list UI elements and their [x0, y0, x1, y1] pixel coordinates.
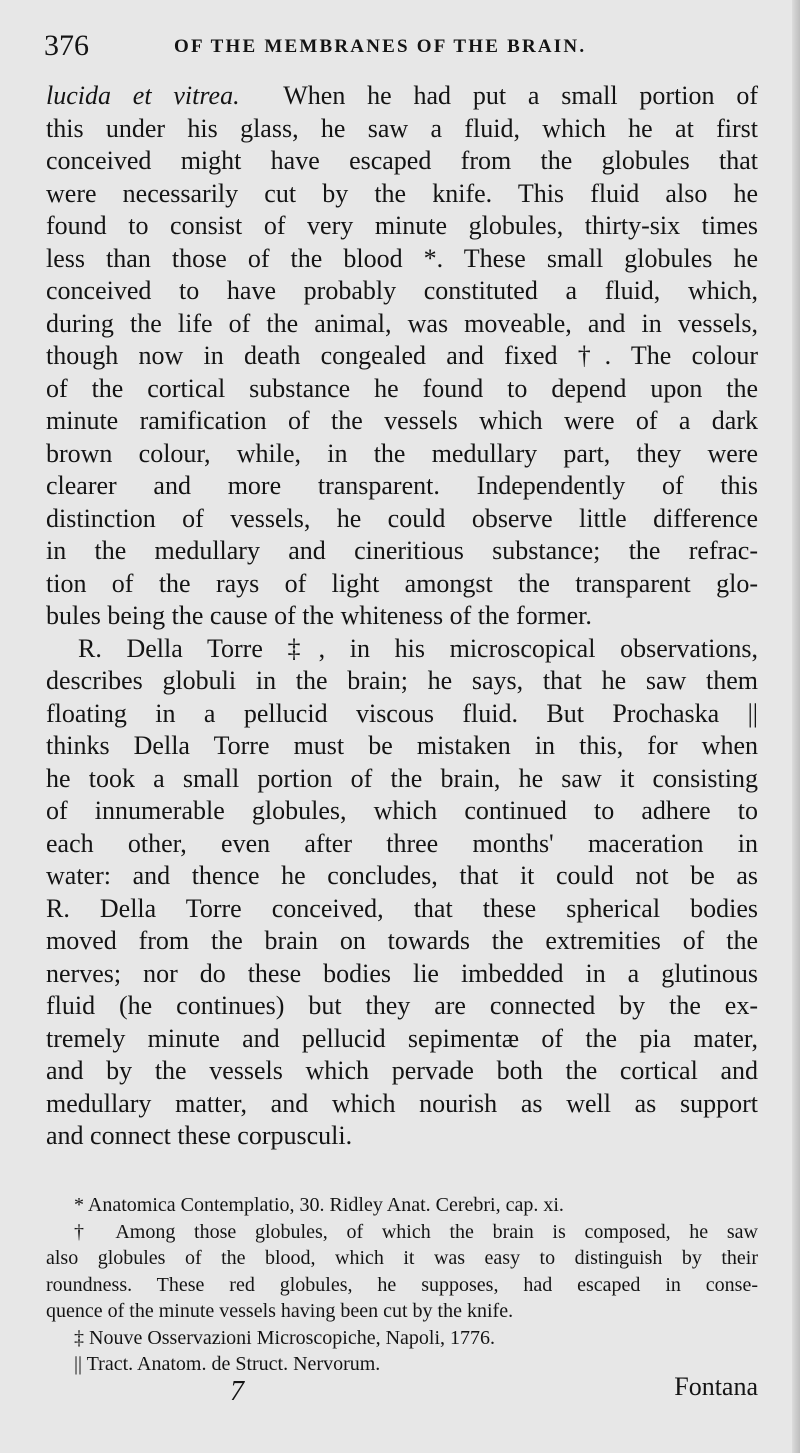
body-line: describes globuli in the brain; he says, that he saw them [46, 666, 758, 695]
footnote-line: quence of the minute vessels having been cut by the knife. [46, 1300, 514, 1322]
body-line: each other, even after three months' maceration in [46, 828, 758, 858]
running-head: OF THE MEMBRANES OF THE BRAIN. [174, 36, 587, 57]
body-line: conceived to have probably constituted a fluid, which, [46, 276, 758, 305]
body-line: this under his glass, he saw a fluid, which he at first [46, 113, 758, 143]
body-line: water: and thence he concludes, that it could not be as [46, 861, 758, 890]
body-line: conceived might have escaped from the globules that [46, 146, 758, 175]
footnote-line: ‡ Nouve Osservazioni Microscopiche, Napoli, 1776. [74, 1326, 496, 1349]
body-line: bules being the cause of the whiteness of the former. [46, 601, 592, 630]
body-line: during the life of the animal, was moveable, and in vessels, [46, 308, 758, 338]
body-line: found to consist of very minute globules, thirty-six times [46, 211, 758, 240]
body-line: distinction of vessels, he could observe little difference [46, 503, 758, 533]
body-line: nerves; nor do these bodies lie imbedded in a glutinous [46, 958, 758, 988]
body-line: were necessarily cut by the knife. This fluid also he [46, 178, 758, 208]
footnote-line: † Among those globules, of which the brain is composed, he saw [74, 1220, 758, 1243]
body-line: though now in death congealed and fixed †. The colour [46, 341, 758, 370]
body-line: floating in a pellucid viscous fluid. But Prochaska || [46, 698, 758, 728]
body-line: thinks Della Torre must be mistaken in this, for when [46, 731, 758, 760]
body-line: moved from the brain on towards the extremities of the [46, 926, 758, 955]
body-line-rest: When he had put a small portion of [283, 81, 758, 110]
body-line: of the cortical substance he found to depend upon the [46, 373, 758, 403]
body-line: he took a small portion of the brain, he saw it consisting [46, 763, 758, 793]
body-line: brown colour, while, in the medullary part, they were [46, 438, 758, 468]
body-text [46, 80, 758, 1153]
body-line: of innumerable globules, which continued to adhere to [46, 796, 758, 825]
catchword: Fontana [674, 1372, 758, 1401]
body-line: less than those of the blood *. These small globules he [46, 243, 758, 273]
body-line: and connect these corpusculi. [46, 1121, 353, 1150]
body-line: fluid (he continues) but they are connected by the ex- [46, 991, 758, 1020]
body-line: tion of the rays of light amongst the transparent glo- [46, 568, 758, 598]
body-line: and by the vessels which pervade both the cortical and [46, 1056, 758, 1085]
body-line: tremely minute and pellucid sepimentæ of the pia mater, [46, 1023, 758, 1053]
footnote-line: || Tract. Anatom. de Struct. Nervorum. [74, 1353, 381, 1375]
signature-mark: 7 [230, 1376, 244, 1407]
body-line: medullary matter, and which nourish as well as support [46, 1088, 758, 1118]
body-line [46, 80, 758, 113]
body-line: in the medullary and cineritious substance; the refrac- [46, 536, 758, 565]
page-header [44, 28, 756, 64]
page-number: 376 [44, 29, 89, 62]
footnotes [46, 1192, 758, 1378]
body-line: clearer and more transparent. Independently of this [46, 471, 758, 500]
page-edge-shadow [792, 0, 800, 1453]
footnote-line: also globules of the blood, which it was easy to distinguish by their [46, 1247, 758, 1269]
body-line: R. Della Torre ‡, in his microscopical observations, [78, 633, 758, 663]
body-line: R. Della Torre conceived, that these spherical bodies [46, 893, 758, 923]
body-line: minute ramification of the vessels which were of a dark [46, 406, 758, 435]
footnote-line: roundness. These red globules, he supposes, had escaped in conse- [46, 1273, 758, 1296]
footnote-line: * Anatomica Contemplatio, 30. Ridley Anat. Cerebri, cap. xi. [74, 1194, 564, 1216]
italic-phrase: lucida et vitrea. [46, 81, 240, 110]
